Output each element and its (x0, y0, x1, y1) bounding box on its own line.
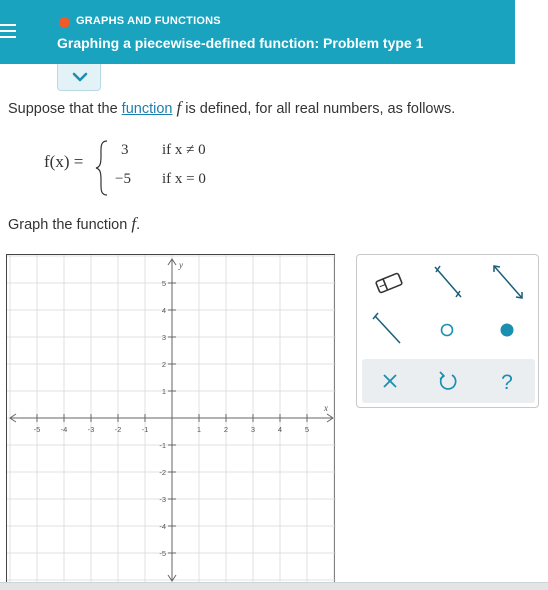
coordinate-plane[interactable] (7, 255, 336, 590)
ray-tool[interactable] (367, 310, 411, 350)
open-circle-icon (425, 310, 469, 350)
closed-point-tool[interactable] (485, 310, 529, 350)
case-2-value: −5 (115, 171, 131, 187)
header-bar (0, 0, 515, 64)
segment-tool[interactable] (425, 263, 469, 303)
graph-toolbox (356, 254, 539, 408)
y-tick-label: 2 (161, 360, 166, 369)
problem-title: Graphing a piecewise-defined function: Problem type 1 (57, 35, 424, 51)
chevron-down-icon (71, 71, 89, 83)
help-label: ? (501, 371, 513, 394)
x-tick-label: -1 (141, 425, 149, 434)
problem-statement (8, 98, 455, 118)
eraser-tool[interactable] (367, 263, 411, 303)
y-tick-label: -4 (159, 522, 166, 531)
y-tick-label: -3 (159, 495, 166, 504)
y-tick-label: 5 (161, 279, 166, 288)
segment-icon (425, 263, 469, 303)
hamburger-menu-icon[interactable] (0, 22, 16, 38)
case-2-condition: if x = 0 (162, 171, 206, 187)
y-tick-label: -2 (159, 468, 166, 477)
y-tick-label: 4 (161, 306, 166, 315)
y-tick-label: 3 (161, 333, 166, 342)
y-axis-label: y (179, 260, 183, 270)
case-1-condition: if x ≠ 0 (162, 142, 206, 158)
open-point-tool[interactable] (425, 310, 469, 350)
x-tick-label: -2 (114, 425, 122, 434)
left-brace (95, 140, 109, 196)
x-tick-label: 3 (250, 425, 256, 434)
x-tick-label: 4 (277, 425, 283, 434)
axes (10, 259, 333, 581)
undo-button[interactable] (426, 359, 470, 403)
help-button[interactable] (485, 359, 529, 403)
eraser-icon (367, 263, 411, 303)
graph-actions-bar (362, 359, 535, 403)
x-tick-label: -5 (33, 425, 41, 434)
x-tick-label: -3 (87, 425, 95, 434)
graph-canvas[interactable] (6, 254, 335, 590)
intro-text-end: is defined, for all real numbers, as follows. (181, 101, 456, 117)
topic-label: GRAPHS AND FUNCTIONS (76, 15, 221, 27)
x-tick-label: -4 (60, 425, 68, 434)
function-variable: f (176, 98, 182, 117)
bottom-bar (0, 582, 548, 590)
closed-circle-icon (485, 310, 529, 350)
topic-status-dot (59, 17, 70, 28)
y-tick-label: -1 (159, 441, 166, 450)
clear-button[interactable] (368, 359, 412, 403)
undo-icon (426, 359, 470, 403)
line-icon (485, 263, 529, 303)
case-1-value: 3 (121, 142, 129, 158)
ray-icon (367, 310, 411, 350)
y-tick-label: -5 (159, 549, 166, 558)
x-tick-label: 1 (196, 425, 202, 434)
help-icon (485, 359, 529, 403)
instruction-text (8, 214, 140, 234)
x-tick-label: 2 (223, 425, 229, 434)
x-axis-label: x (324, 403, 328, 413)
instruction-variable: f (131, 214, 137, 233)
line-tool[interactable] (485, 263, 529, 303)
x-tick-label: 5 (304, 425, 310, 434)
y-tick-label: 1 (161, 387, 166, 396)
instruction-end: . (136, 217, 141, 233)
function-lhs: f(x) = (44, 152, 84, 171)
collapse-header-button[interactable] (57, 64, 101, 91)
instruction-label: Graph the function (8, 217, 132, 233)
function-link[interactable]: function (121, 101, 173, 117)
close-icon (368, 359, 412, 403)
intro-text: Suppose that the (8, 101, 122, 117)
